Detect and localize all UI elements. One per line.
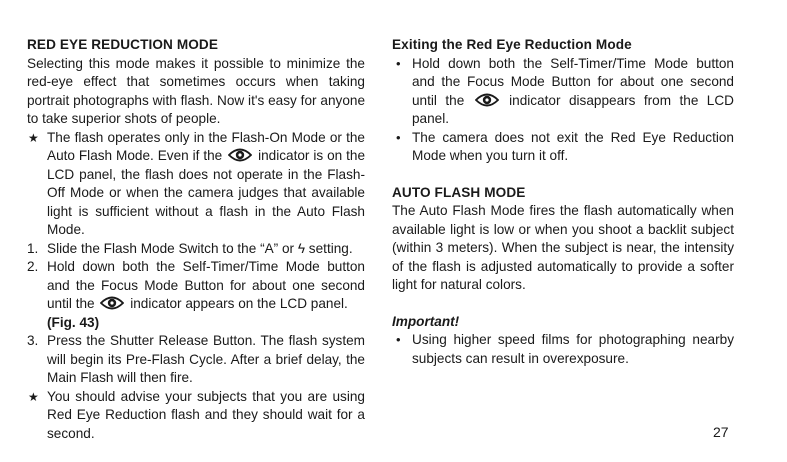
exit-bullet-1: • Hold down both the Self-Timer/Time Mode button and the Focus Mode Button for about one second until the indicator disappears from the LCD panel. <box>396 55 734 126</box>
red-eye-icon <box>475 92 499 108</box>
step-3: 3. Press the Shutter Release Button. The flash system will begin its Pre-Flash Cycle. After a brief delay, the Main Flash will then fire. <box>27 333 365 385</box>
red-eye-icon <box>100 295 124 311</box>
step-3-number: 3. <box>27 333 39 348</box>
note-advise-subjects: ★ You should advise your subjects that you are using Red Eye Reduction flash and they should wait for a second. <box>28 388 365 441</box>
step-1-number: 1. <box>27 240 39 256</box>
step-1: 1. Slide the Flash Mode Switch to the “A” or ϟ setting. <box>27 240 365 259</box>
note-flash-modes: ★ The flash operates only in the Flash-On Mode or the Auto Flash Mode. Even if the indicator is on the LCD panel, the flash does not operate in the Flash-Off Mode or when the camera judges that available light is sufficient without a flash in the Auto Flash Mode. <box>28 129 366 237</box>
right-column <box>392 36 734 368</box>
round-bullet-icon: • <box>396 332 401 347</box>
important-heading: Important! <box>392 313 460 329</box>
auto-flash-text: The Auto Flash Mode fires the flash automatically when available light is low or when you shoot a backlit subject (within 3 meters). When the subject is near, the intensity of the flash is adjusted automatically to provide a softer light for natural colors. <box>392 203 734 292</box>
red-eye-icon <box>228 147 252 163</box>
step-2: 2. Hold down both the Self-Timer/Time Mode button and the Focus Mode Button for about one second until the indicator appears on the LCD panel. (Fig. 43) <box>27 258 365 332</box>
round-bullet-icon: • <box>396 55 401 71</box>
important-bullet-1: • Using higher speed films for photographing nearby subjects can result in overexposure. <box>396 332 734 366</box>
exit-bullet-2: • The camera does not exit the Red Eye Reduction Mode when you turn it off. <box>396 129 734 163</box>
page-number: 27 <box>713 424 729 440</box>
star-bullet-icon: ★ <box>28 130 39 145</box>
auto-flash-heading: AUTO FLASH MODE <box>392 184 526 200</box>
red-eye-intro: Selecting this mode makes it possible to minimize the red-eye effect that sometimes occurs when taking portrait photographs with flash. Now it's easy for anyone to take superior shots of people. <box>27 55 365 126</box>
step-2-number: 2. <box>27 259 39 274</box>
round-bullet-icon: • <box>396 129 401 145</box>
exit-heading: Exiting the Red Eye Reduction Mode <box>392 37 632 52</box>
left-column <box>27 36 365 443</box>
figure-reference: (Fig. 43) <box>47 314 100 330</box>
red-eye-heading: RED EYE REDUCTION MODE <box>27 37 219 52</box>
star-bullet-icon: ★ <box>28 389 39 404</box>
